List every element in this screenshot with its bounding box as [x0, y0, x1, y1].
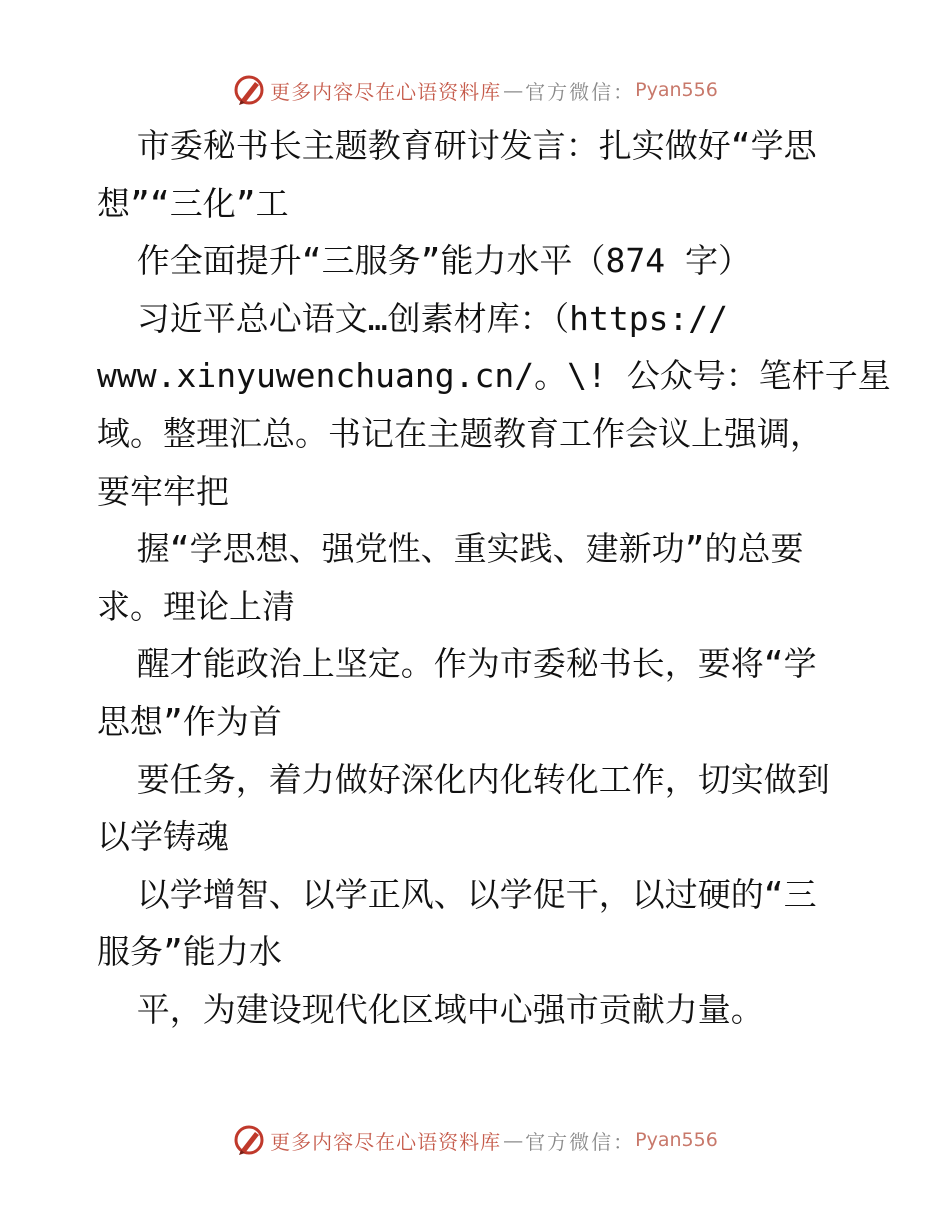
banner-main-text: 更多内容尽在心语资料库 [270, 79, 502, 104]
banner-dash: — [503, 1128, 524, 1152]
body-line: 要牢牢把 [97, 471, 229, 511]
body-line: 想”“三化”工 [97, 183, 289, 223]
banner-wechat-id: Pyan556 [635, 1129, 718, 1151]
banner-wechat-id: Pyan556 [635, 79, 718, 101]
body-line: 域。整理汇总。书记在主题教育工作会议上强调， [97, 413, 823, 453]
body-line: 市委秘书长主题教育研讨发言：扎实做好“学思 [97, 126, 817, 165]
header-banner [0, 70, 950, 110]
body-line: 习近平总心语文…创素材库：（https:// [97, 298, 729, 338]
body-line: 以学铸魂 [97, 817, 229, 857]
body-line: 握“学思想、强党性、重实践、建新功”的总要 [97, 529, 804, 569]
document-body [97, 117, 891, 1039]
body-line: 平，为建设现代化区域中心强市贡献力量。 [97, 989, 764, 1029]
body-line: www.xinyuwenchuang.cn/。\! 公众号：笔杆子星 [97, 356, 891, 396]
banner-main-text: 更多内容尽在心语资料库 [270, 1129, 502, 1154]
body-line: 以学增智、以学正风、以学促干，以过硬的“三 [97, 874, 817, 914]
body-line: 要任务，着力做好深化内化转化工作，切实做到 [97, 759, 830, 799]
banner-dash: — [503, 78, 524, 102]
pen-logo-icon [232, 1123, 266, 1157]
footer-banner [0, 1120, 950, 1160]
pen-logo-icon [232, 73, 266, 107]
banner-wechat-label: 官方微信： [525, 1129, 636, 1154]
body-line: 思想”作为首 [97, 701, 282, 741]
body-line: 服务”能力水 [97, 932, 282, 972]
body-line: 作全面提升“三服务”能力水平（874 字） [97, 241, 751, 281]
body-line: 醒才能政治上坚定。作为市委秘书长，要将“学 [97, 644, 817, 684]
body-line: 求。理论上清 [97, 586, 295, 626]
banner-wechat-label: 官方微信： [525, 79, 636, 104]
